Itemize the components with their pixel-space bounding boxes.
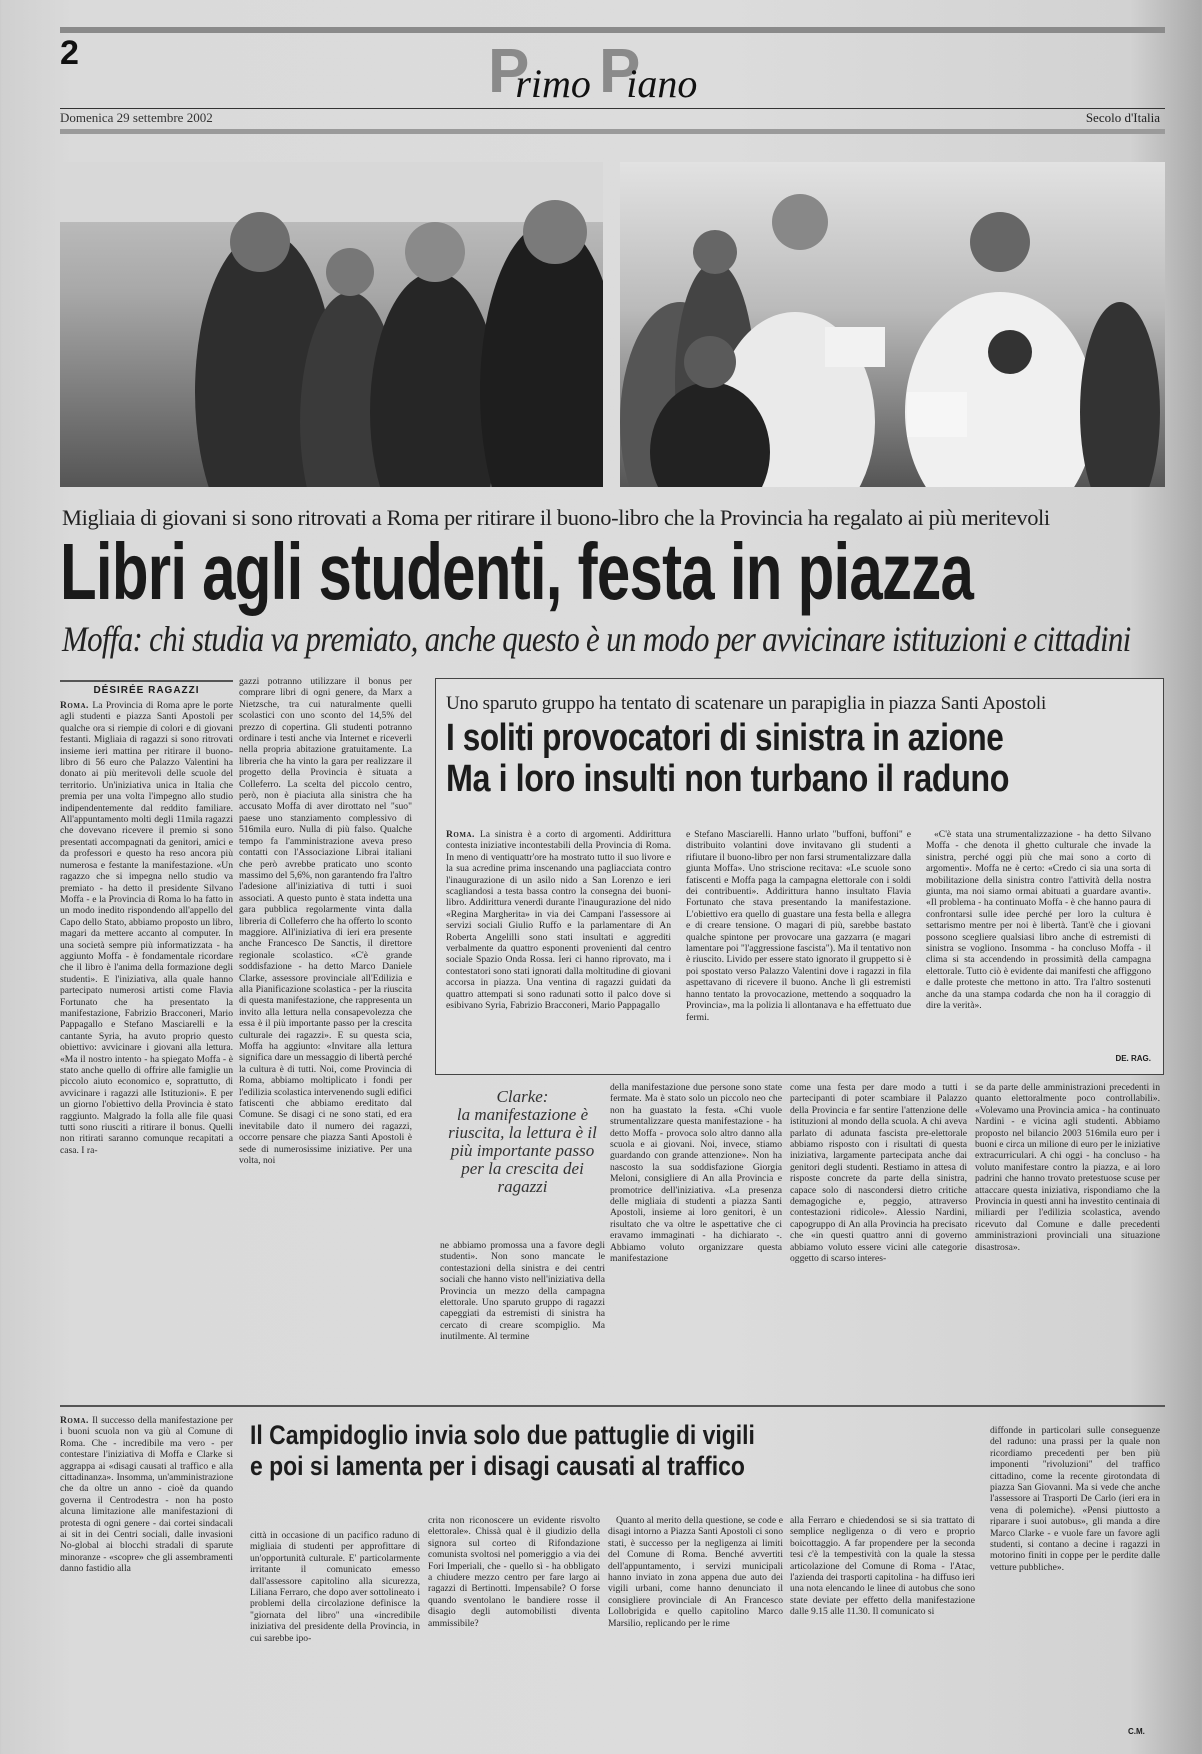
sidebar-kicker: Uno sparuto gruppo ha tentato di scatenare un parapiglia in piazza Santi Apostoli [446, 693, 1047, 714]
main-article-column-5 [790, 1082, 967, 1395]
sidebar-box [435, 678, 1164, 1075]
dateline: Roma. [60, 700, 89, 711]
masthead-rule [60, 108, 1165, 109]
column-text: La Provincia di Roma apre le porte agli studenti e piazza Santi Apostoli per qualche ora si riempie di colori e di giovani festanti. Migliaia di ragazzi si sono ritrovati insieme ieri mattina per ritirare il buono-libro di 56 euro che Palazzo Valentini ha donato ai più meritevoli delle scuole del territorio. Un'iniziativa unica in Italia che premia per una volta l'impegno allo studio indipendentemente dal reddito familiare. All'appuntamento molti degli 11mila ragazzi che dovevano ricevere il premio si sono presentati accompagnati da genitori, amici e da professori e questo ha reso ancora più numerosa e festante la manifestazione. «Un ragazzo che si impegna nello studio va premiato - ha detto il presidente Silvano Moffa - e la Provincia di Roma lo ha fatto in un modo inedito rispondendo all'appello del Capo dello Stato, abbiamo proposto un libro, magari da mettere accanto al computer. In una società sempre più informatizzata - ha aggiunto Moffa - è fondamentale ricordare che il libro è l'anima della formazione degli studenti». E l'iniziativa, alla quale hanno partecipato numerosi artisti come Flavia Fortunato che ha presentato la manifestazione, Fabrizio Bracconeri, Mario Pappagallo e Stefano Masciarelli e la cantante Syria, ha avuto proprio questo obiettivo: avvicinare i giovani alla lettura. «Ma il nostro intento - ha spiegato Moffa - è stato anche quello di offrire alle famiglie un piccolo aiuto economico e, soprattutto, di avvicinare i ragazzi alle Istituzioni». E per un giorno l'obiettivo della Provincia è stato raggiunto. Malgrado la folla alle file quasi tutti sono riusciti a ritirare il bonus. Quelli non ritirati saranno comunque recapitati a casa. I ra- [60, 700, 233, 1156]
sidebar-headline-line-2: Ma i loro insulti non turbano il raduno [446, 758, 1010, 800]
byline: DÉSIRÉE RAGAZZI [60, 680, 233, 696]
main-subhead-text: Moffa: chi studia va premiato, anche questo è un modo per avvicinare istituzioni e cittadini [62, 619, 1131, 659]
main-subhead [62, 618, 1202, 660]
column-text: crita non riconoscere un evidente risvolto elettorale». Chissà qual è il giudizio della signora sul corteo di Rifondazione comunista svoltosi nel pomeriggio a via dei Fori Imperiali, che - quello sì - ha obbligato a chiudere mezzo centro per fare largo ai ragazzi di Bertinotti. Impensabile? O forse quando sventolano le bandiere rosse il disagio degli automobilisti diventa ammissibile? [428, 1515, 600, 1629]
bottom-article-column-4 [608, 1515, 783, 1735]
column-text: della manifestazione due persone sono state fermate. Ma è stato solo un piccolo neo che non ha guastato la festa. «Chi vuole strumentalizzare questa manifestazione - ha detto Moffa - provoca solo altro danno alla scuola e ai giovani. Noi, invece, stiamo guardando con grande attenzione». Non ha nascosto la sua soddisfazione Giorgia Meloni, consigliere di An alla Provincia e promotrice dell'iniziativa. «La presenza delle migliaia di studenti a piazza Santi Apostoli, insieme ai loro genitori, è un risultato che va oltre le aspettative che ci eravamo immaginati - ha dichiarato -. Abbiamo voluto organizzare questa manifestazione [610, 1082, 782, 1265]
main-article-column-1 [60, 700, 233, 1395]
newspaper-name: Secolo d'Italia [1085, 110, 1160, 125]
photo-figures [60, 162, 603, 487]
bottom-headline-line-1: Il Campidoglio invia solo due pattuglie di vigili [250, 1420, 755, 1450]
bottom-headline [250, 1420, 844, 1482]
main-article-column-2 [239, 676, 412, 1395]
section-initial: P [488, 37, 530, 106]
section-initial: P [598, 37, 641, 106]
column-text: ne abbiamo promossa una a favore degli studenti». Non sono mancate le contestazioni della sinistra e dei centri sociali che hanno visto nell'iniziativa della Provincia un mezzo della campagna elettorale. Uno sparuto gruppo di ragazzi capeggiati da estremisti di sinistra ha cercato di creare scompiglio. Ma inutilmente. Al termine [440, 1240, 605, 1343]
issue-date: Domenica 29 settembre 2002 [60, 110, 213, 125]
column-text: città in occasione di un pacifico raduno di migliaia di studenti per approfittare di un'opportunità culturale. E' particolarmente irritante il comunicato emesso dall'assessore capitolino alla sicurezza, Liliana Ferraro, che dopo aver sottolineato i problemi della circolazione definisce la "giornata del libro" una «incredibile iniziativa del presidente della Provincia, in cui sarebbe ipo- [250, 1530, 420, 1644]
sidebar-column-1 [446, 829, 671, 1064]
column-text: Il successo della manifestazione per i buoni scuola non va giù al Comune di Roma. Che - incredibile ma vero - per contestare l'iniziativa di Moffa e Clarke si aggrappa ai «disagi causati al traffico e alla cittadinanza». Insomma, un'amministrazione che da oltre un anno - cioè da quando governa il Centrodestra - non ha posto alcuna limitazione alle manifestazioni di protesta di ogni genere - dai cortei sindacali ai sit in dei Centri sociali, dalle invasioni No-global ai blocchi stradali di sparute minoranze - «scopre» che gli assembramenti danno fastidio alla [60, 1415, 233, 1575]
column-text: gazzi potranno utilizzare il bonus per comprare libri di ogni genere, da Marx a Nietzsche, tra cui naturalmente quelli scolastici con uno sconto del 14,5% del prezzo di copertina. Gli studenti potranno ordinare i testi anche via Internet e riceverli nella propria abitazione gratuitamente. La libreria che ha vinto la gara per realizzare il progetto della Provincia è situata a Colleferro. La scelta del piccolo centro, però, non è piaciuta alla sinistra che ha accusato Moffa di aver dirottato nel "suo" paese uno stanziamento complessivo di 516mila euro. Nulla di più falso. Qualche tempo fa l'amministrazione aveva preso contatti con l'Associazione Librai italiani che però avrebbe praticato uno sconto massimo del 5,6%, non garantendo fra l'altro l'adesione all'iniziativa di tutti i suoi associati. A questo punto è stata indetta una gara pubblica regolarmente vinta dalla libreria di Colleferro che ha offerto lo sconto maggiore. All'iniziativa di ieri era presente anche Francesco De Sanctis, il direttore regionale scolastico. «C'è grande soddisfazione - ha detto Marco Daniele Clarke, assessore provinciale all'Edilizia e alla Pianificazione scolastica - per la riuscita di questa manifestazione, che rappresenta un invito alla lettura nella consapevolezza che essa è il più importante passo per la crescita culturale dei ragazzi». E su questa scia, Moffa ha aggiunto: «Invitare alla lettura significa dare un messaggio di libertà perché la cultura è di tutti. Noi, come Provincia di Roma, abbiamo moltiplicato i fondi per l'edilizia scolastica intervenendo sugli edifici fatiscenti che abbiamo ereditato dal Comune. Se disagi ci ne sono stati, ed era inevitabile dato il numero dei ragazzi, occorre pensare che piazza Santi Apostoli è sede di numerosissime iniziative. Per una volta, noi [239, 676, 412, 1167]
photo-students-with-certificates [620, 162, 1165, 487]
main-article-column-6 [975, 1082, 1160, 1395]
sidebar-headline [446, 717, 1118, 801]
column-text: «C'è stata una strumentalizzazione - ha detto Silvano Moffa - che denota il ghetto culturale che invade la sinistra, perché oggi più che mai sono a corto di argomenti». Moffa ne è certo: «Credo ci sia una sorta di mobilitazione della sinistra contro l'attività della nostra giunta, ma noi siamo ormai abituati a guardare avanti». «Il problema - ha continuato Moffa - è che hanno paura di confrontarsi sulle idee perché per loro la cultura è settarismo mentre per noi è libertà. Tant'è che i giovani possono scegliere qualsiasi libro anche di estremisti di sinistra se vogliono. Insomma - ha concluso Moffa - il clima si sta accendendo in prossimità della campagna elettorale. Tutto ciò è evidente dai manifesti che affiggono e dalle proteste che mettono in atto. Tra l'altro sostenuti anche da una stampa codarda che non ha il coraggio di dire la verità». [926, 829, 1151, 1012]
sidebar-column-3 [926, 829, 1151, 1049]
pull-quote [440, 1088, 605, 1196]
main-article-column-4 [610, 1082, 782, 1395]
main-article-column-3 [440, 1240, 605, 1395]
column-text: se da parte delle amministrazioni precedenti in quanto elettoralmente poco controllabili». «Volevamo una Provincia amica - ha continuato Nardini - e vicina agli studenti. Abbiamo proposto nel bilancio 2003 516mila euro per i buoni e circa un milione di euro per le iniziative extracurriculari. A chi oggi - ha concluso - ha voluto manifestare contro la piazza, e ai loro padrini che hanno trovato pretestuose scuse per attaccare questa iniziativa, rispondiamo che la Provincia in questi anni ha investito centinaia di miliardi per l'edilizia scolastica, avendo ricevuto dal Comune e dalle precedenti amministrazioni provinciali una situazione disastrosa». [975, 1082, 1160, 1253]
column-text: Quanto al merito della questione, se code e disagi intorno a Piazza Santi Apostoli ci sono stati, è successo per la negligenza ai limiti del Comune di Roma. Benché avvertiti dell'appuntamento, i servizi municipali hanno inviato in zona appena due auto dei vigili urbani, come hanno denunciato il consigliere provinciale di An Francesco Lollobrigida e quello capitolino Marco Marsilio, replicando per le rime [608, 1515, 783, 1629]
top-rule [60, 27, 1165, 33]
pull-quote-speaker: Clarke: [496, 1087, 549, 1106]
bottom-headline-line-2: e poi si lamenta per i disagi causati al traffico [250, 1451, 745, 1481]
dateline: Roma. [446, 829, 475, 840]
masthead-bar [60, 129, 1165, 134]
main-headline [60, 526, 1202, 618]
section-word: rimo [515, 61, 591, 106]
main-kicker: Migliaia di giovani si sono ritrovati a Roma per ritirare il buono-libro che la Provincia ha regalato ai più meritevoli [62, 505, 1050, 530]
bottom-article-column-2 [250, 1530, 420, 1735]
page-number: 2 [60, 34, 79, 72]
sidebar-signature: DE. RAG. [1115, 1054, 1151, 1063]
sidebar-headline-line-1: I soliti provocatori di sinistra in azione [446, 717, 1004, 759]
photo-officials-with-students [60, 162, 603, 487]
column-text: diffonde in particolari sulle conseguenze del raduno: una prassi per la quale non ricordiamo precedenti per ben più imponenti "rivoluzioni" del traffico cittadino, come la recente girotondata di piazza San Giovanni. Ma si vede che anche l'assessore ai Trasporti De Carlo (ieri era in vena di polemiche). «Pensi piuttosto a riparare i suoi autobus», gli manda a dire Marco Clarke - e vuole fare un favore agli studenti, si contano a decine i ragazzi in motorino finiti in coppe per le perdite dalle vetture pubbliche». [990, 1425, 1160, 1573]
bottom-article-column-1 [60, 1415, 233, 1735]
bottom-article-column-3 [428, 1515, 600, 1735]
sidebar-column-2 [686, 829, 911, 1064]
bottom-article-column-6 [990, 1425, 1160, 1725]
bottom-article-column-5 [790, 1515, 975, 1735]
main-headline-text: Libri agli studenti, festa in piazza [60, 527, 974, 616]
column-text: La sinistra è a corto di argomenti. Addirittura contesta iniziative incontestabili della Provincia di Roma. In meno di ventiquattr'ore ha mostrato tutto il suo livore e la sua acredine prima inscenando una pagliacciata contro l'inaugurazione di un asilo nido a San Lorenzo e ieri scagliandosi a testa bassa contro la consegna dei buoni-libro. Addirittura venerdì durante l'inaugurazione del nido «Regina Margherita» in via dei Campani l'assessore ai servizi sociali Giulio Ruffo e la parlamentare di An Roberta Angelilli sono stati insultati e aggrediti verbalmente da quattro esponenti provenienti dal centro sociale Spazio Onda Rossa. Ieri ci hanno riprovato, ma i contestatori sono stati ignorati dalla moltitudine di giovani accorsa in piazza. Una ventina di ragazzi guidati da quattro attempati si sono radunati sotto il palco dove si esibivano Syria, Fabrizio Bracconeri, Mario Pappagallo [446, 829, 671, 1012]
bottom-section-rule [60, 1405, 1165, 1407]
photo-figures [620, 162, 1165, 487]
column-text: alla Ferraro e chiedendosi se si sia trattato di semplice negligenza o di vero e proprio boicottaggio. A far propendere per la seconda tesi c'è la tempestività con la quale la stessa articolazione del Comune di Roma - l'Atac, l'azienda dei trasporti capitolina - ha diffuso ieri una nota elencando le linee di autobus che sono state deviate per effetto della manifestazione dalle 9.15 alle 11.30. Il comunicato si [790, 1515, 975, 1618]
column-text: e Stefano Masciarelli. Hanno urlato "buffoni, buffoni" e distribuito volantini dove invitavano gli studenti a rifiutare il buono-libro per non farsi strumentalizzare dalla giunta Moffa». Uno striscione recitava: «Le scuole sono fatiscenti e Moffa paga la campagna elettorale con i soldi dei contribuenti». Addirittura hanno insultato Flavia Fortunato che stava presentando la manifestazione. L'obiettivo era quello di guastare una festa bella e allegra e di creare tensione. O magari di più, sarebbe bastato qualche spintone per provocare una gazzarra (e magari lamentare poi "l'aggressione fascista"). Ma il tentativo non è riuscito. Livido per essere stato ignorato il gruppetto si è poi spostato verso Palazzo Valentini dove i ragazzi in fila aspettavano di ricevere il buono. Anche lì gli estremisti hanno tentato la provocazione, mettendo a soqquadro la Provincia», ma la polizia li allontanava e ha effettuato due fermi. [686, 829, 911, 1023]
column-text: come una festa per dare modo a tutti i partecipanti di poter scambiare il Palazzo della Provincia e far sentire l'attenzione delle istituzioni al mondo della scuola. A chi aveva parlato di adunata fascista pre-elettorale abbiamo risposto con i risultati di questa iniziativa, largamente partecipata anche dai genitori degli studenti. Restiamo in attesa di risposte concrete da parte della sinistra, capace solo di nascondersi dietro critiche demagogiche e, peggio, attraverso contestazioni ridicole». Alessio Nardini, capogruppo di An alla Provincia ha precisato che «in questi quattro anni di governo abbiamo voluto essere vicini alle categorie oggetto di scarso interes- [790, 1082, 967, 1265]
section-word: iano [626, 61, 698, 106]
section-title [488, 36, 697, 107]
dateline: Roma. [60, 1415, 89, 1426]
bottom-signature: C.M. [1128, 1727, 1145, 1736]
pull-quote-text: la manifestazione è riuscita, la lettura è il più importante passo per la crescita dei ragazzi [448, 1105, 597, 1196]
